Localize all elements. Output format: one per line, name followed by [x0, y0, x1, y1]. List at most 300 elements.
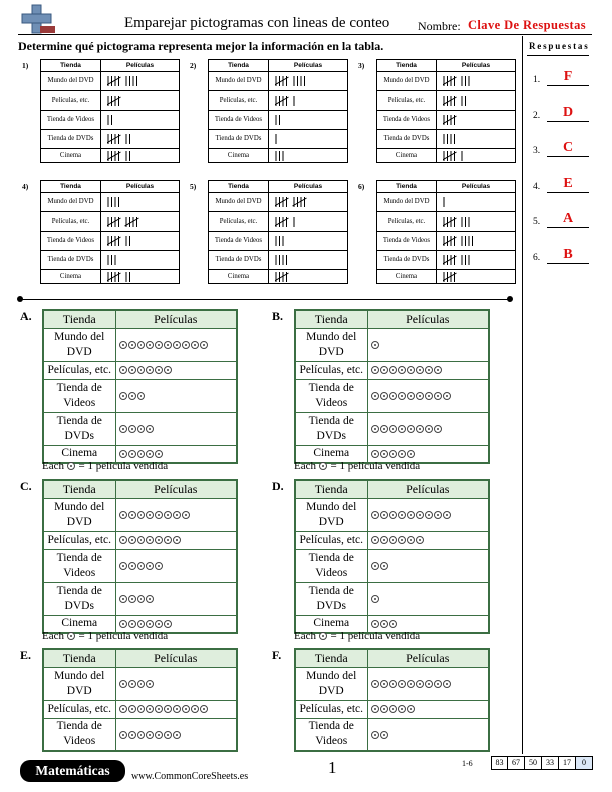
store-name: Cinema — [41, 270, 101, 284]
dvd-disc-icon — [416, 366, 424, 374]
table-row — [295, 531, 489, 549]
dvd-disc-icon — [119, 511, 127, 519]
name-label: Nombre: — [418, 19, 461, 33]
dvd-disc-icon — [128, 450, 136, 458]
tally-marks-icon — [275, 133, 283, 145]
table-row — [43, 379, 237, 412]
tally-cell — [437, 149, 516, 163]
dvd-disc-icon — [398, 705, 406, 713]
dvd-disc-icon — [146, 562, 154, 570]
table-row — [377, 72, 516, 91]
store-name: Tienda de Videos — [43, 549, 115, 582]
store-name: Tienda de DVDs — [295, 412, 367, 445]
answer-row — [533, 247, 593, 265]
store-name: Mundo del DVD — [43, 667, 115, 700]
store-name: Tienda de Videos — [41, 232, 101, 251]
icon-cell — [367, 549, 489, 582]
store-name: Tienda de DVDs — [41, 251, 101, 270]
dvd-disc-icon — [407, 450, 415, 458]
dvd-disc-icon — [137, 731, 145, 739]
dvd-disc-icon — [380, 511, 388, 519]
header-store: Tienda — [209, 60, 269, 72]
dvd-disc-icon — [380, 450, 388, 458]
header-store: Tienda — [41, 181, 101, 193]
dvd-disc-icon — [389, 450, 397, 458]
dvd-disc-icon — [319, 632, 327, 640]
icon-cell — [115, 328, 237, 361]
icon-cell — [115, 361, 237, 379]
tally-marks-icon — [275, 196, 319, 208]
tally-cell — [269, 270, 348, 284]
table-row — [41, 193, 180, 212]
answer-number: 1. — [533, 75, 541, 85]
store-name: Mundo del DVD — [209, 193, 269, 212]
store-name: Películas, etc. — [295, 700, 367, 718]
problem-number: 6) — [358, 182, 365, 191]
dvd-disc-icon — [173, 511, 181, 519]
dvd-disc-icon — [146, 450, 154, 458]
table-row — [43, 718, 237, 751]
dvd-disc-icon — [155, 705, 163, 713]
tally-cell — [437, 251, 516, 270]
tally-marks-icon — [107, 235, 139, 247]
dvd-disc-icon — [443, 392, 451, 400]
name-value: Clave De Respuestas — [468, 18, 587, 32]
legend-prefix: Each — [294, 460, 316, 472]
option-letter: E. — [20, 648, 32, 662]
table-row — [377, 232, 516, 251]
store-name: Películas, etc. — [377, 212, 437, 232]
icon-cell — [115, 379, 237, 412]
store-name: Tienda de Videos — [377, 232, 437, 251]
store-name: Mundo del DVD — [295, 328, 367, 361]
dvd-disc-icon — [389, 705, 397, 713]
table-row — [41, 232, 180, 251]
icon-cell — [115, 718, 237, 751]
tally-marks-icon — [275, 271, 299, 283]
icon-cell — [367, 328, 489, 361]
dvd-disc-icon — [380, 536, 388, 544]
pictograph-table — [42, 309, 238, 464]
option-letter: D. — [272, 479, 284, 493]
dvd-disc-icon — [146, 620, 154, 628]
legend-suffix: = 1 película vendida — [78, 630, 169, 642]
table-row — [209, 270, 348, 284]
store-name: Tienda de DVDs — [43, 582, 115, 615]
answer-number: 4. — [533, 182, 541, 192]
store-name: Cinema — [295, 445, 367, 463]
dvd-disc-icon — [371, 392, 379, 400]
tally-marks-icon — [107, 150, 139, 162]
tally-table — [208, 59, 348, 163]
legend-prefix: Each — [42, 630, 64, 642]
header-store: Tienda — [43, 649, 115, 667]
answer-number: 6. — [533, 253, 541, 263]
tally-marks-icon — [443, 114, 467, 126]
dvd-disc-icon — [380, 562, 388, 570]
table-row — [41, 72, 180, 91]
answer-row — [533, 211, 593, 229]
pictograph-table — [42, 479, 238, 634]
header-movies: Películas — [269, 181, 348, 193]
store-name: Mundo del DVD — [41, 72, 101, 91]
answer-title: Respuestas — [529, 41, 590, 51]
dvd-disc-icon — [128, 392, 136, 400]
header-store: Tienda — [295, 310, 367, 328]
score-box: 17 — [559, 756, 576, 770]
store-name: Tienda de Videos — [209, 111, 269, 130]
tally-marks-icon — [107, 254, 123, 266]
store-name: Películas, etc. — [209, 91, 269, 111]
store-name: Mundo del DVD — [377, 72, 437, 91]
dvd-disc-icon — [67, 632, 75, 640]
table-row — [43, 582, 237, 615]
answer-number: 5. — [533, 217, 541, 227]
tally-marks-icon — [275, 95, 303, 107]
store-name: Cinema — [295, 615, 367, 633]
tally-marks-icon — [443, 271, 467, 283]
answer-row — [533, 69, 593, 87]
dvd-disc-icon — [371, 425, 379, 433]
tally-marks-icon — [275, 254, 295, 266]
dvd-disc-icon — [191, 341, 199, 349]
table-row — [41, 270, 180, 284]
table-row — [295, 379, 489, 412]
store-name: Tienda de DVDs — [41, 130, 101, 149]
tally-marks-icon — [275, 114, 287, 126]
dvd-disc-icon — [128, 562, 136, 570]
store-name: Películas, etc. — [209, 212, 269, 232]
header-store: Tienda — [209, 181, 269, 193]
pictograph-table — [42, 648, 238, 752]
dvd-disc-icon — [182, 341, 190, 349]
dvd-disc-icon — [137, 425, 145, 433]
dvd-disc-icon — [443, 680, 451, 688]
table-row — [377, 111, 516, 130]
dvd-disc-icon — [425, 392, 433, 400]
store-name: Películas, etc. — [43, 361, 115, 379]
icon-cell — [367, 379, 489, 412]
dvd-disc-icon — [380, 392, 388, 400]
pictograph-table — [294, 479, 490, 634]
tally-cell — [437, 212, 516, 232]
store-name: Películas, etc. — [295, 361, 367, 379]
legend — [294, 630, 420, 642]
header-divider — [18, 34, 592, 35]
dvd-disc-icon — [416, 511, 424, 519]
dvd-disc-icon — [119, 595, 127, 603]
dvd-disc-icon — [200, 341, 208, 349]
dvd-disc-icon — [128, 680, 136, 688]
icon-cell — [115, 412, 237, 445]
dvd-disc-icon — [200, 705, 208, 713]
store-name: Cinema — [377, 149, 437, 163]
icon-cell — [367, 700, 489, 718]
dvd-disc-icon — [137, 562, 145, 570]
store-name: Mundo del DVD — [295, 498, 367, 531]
dvd-disc-icon — [371, 562, 379, 570]
store-name: Tienda de DVDs — [209, 130, 269, 149]
header-movies: Películas — [115, 310, 237, 328]
dvd-disc-icon — [434, 366, 442, 374]
option-letter: A. — [20, 309, 32, 323]
dvd-disc-icon — [398, 680, 406, 688]
dvd-disc-icon — [191, 705, 199, 713]
table-row — [43, 328, 237, 361]
dvd-disc-icon — [137, 392, 145, 400]
dvd-disc-icon — [407, 705, 415, 713]
dvd-disc-icon — [407, 511, 415, 519]
footer-site: www.CommonCoreSheets.es — [131, 771, 249, 782]
legend-suffix: = 1 película vendida — [78, 460, 169, 472]
tally-marks-icon — [107, 133, 139, 145]
dvd-disc-icon — [425, 425, 433, 433]
tally-cell — [269, 149, 348, 163]
dvd-disc-icon — [155, 536, 163, 544]
score-box: 67 — [508, 756, 525, 770]
store-name: Mundo del DVD — [209, 72, 269, 91]
answer-value: C — [547, 140, 589, 157]
table-row — [43, 667, 237, 700]
dvd-disc-icon — [371, 366, 379, 374]
dvd-disc-icon — [407, 392, 415, 400]
dvd-disc-icon — [380, 705, 388, 713]
tally-cell — [269, 232, 348, 251]
header-store: Tienda — [295, 480, 367, 498]
store-name: Cinema — [209, 270, 269, 284]
dvd-disc-icon — [389, 680, 397, 688]
dvd-disc-icon — [164, 366, 172, 374]
icon-cell — [367, 582, 489, 615]
dvd-disc-icon — [119, 536, 127, 544]
dvd-disc-icon — [173, 536, 181, 544]
dvd-disc-icon — [389, 536, 397, 544]
dvd-disc-icon — [119, 425, 127, 433]
tally-cell — [269, 111, 348, 130]
table-row — [41, 149, 180, 163]
dvd-disc-icon — [380, 680, 388, 688]
dvd-disc-icon — [155, 731, 163, 739]
dvd-disc-icon — [119, 392, 127, 400]
dvd-disc-icon — [425, 680, 433, 688]
store-name: Tienda de Videos — [295, 379, 367, 412]
tally-cell — [437, 91, 516, 111]
dvd-disc-icon — [137, 341, 145, 349]
answer-row — [533, 105, 593, 123]
problem-number: 2) — [190, 61, 197, 70]
tally-cell — [269, 91, 348, 111]
answer-value: F — [547, 69, 589, 86]
store-name: Películas, etc. — [43, 531, 115, 549]
dvd-disc-icon — [407, 366, 415, 374]
tally-table — [208, 180, 348, 284]
answer-value: B — [547, 247, 589, 264]
icon-cell — [367, 718, 489, 751]
store-name: Películas, etc. — [43, 700, 115, 718]
dvd-disc-icon — [182, 511, 190, 519]
store-name: Mundo del DVD — [295, 667, 367, 700]
table-row — [41, 130, 180, 149]
table-row — [43, 498, 237, 531]
pictograph-table — [294, 648, 490, 752]
score-box: 33 — [542, 756, 559, 770]
table-row — [209, 130, 348, 149]
score-box: 83 — [491, 756, 508, 770]
dvd-disc-icon — [416, 680, 424, 688]
table-row — [209, 212, 348, 232]
dvd-disc-icon — [119, 620, 127, 628]
table-row — [41, 91, 180, 111]
tally-cell — [269, 72, 348, 91]
table-row — [295, 361, 489, 379]
dvd-disc-icon — [434, 680, 442, 688]
header-movies: Películas — [367, 649, 489, 667]
legend-suffix: = 1 película vendida — [330, 630, 421, 642]
tally-cell — [101, 149, 180, 163]
dvd-disc-icon — [155, 620, 163, 628]
store-name: Tienda de DVDs — [377, 251, 437, 270]
store-name: Películas, etc. — [41, 91, 101, 111]
dvd-disc-icon — [137, 680, 145, 688]
dvd-disc-icon — [128, 731, 136, 739]
header-movies: Películas — [115, 480, 237, 498]
dvd-disc-icon — [371, 341, 379, 349]
store-name: Tienda de DVDs — [43, 412, 115, 445]
header-movies: Películas — [101, 181, 180, 193]
dvd-disc-icon — [119, 562, 127, 570]
dvd-disc-icon — [380, 425, 388, 433]
table-row — [41, 212, 180, 232]
header-store: Tienda — [43, 310, 115, 328]
store-name: Tienda de Videos — [377, 111, 437, 130]
dvd-disc-icon — [407, 536, 415, 544]
tally-cell — [437, 72, 516, 91]
dvd-disc-icon — [128, 341, 136, 349]
dvd-disc-icon — [128, 536, 136, 544]
tally-cell — [269, 130, 348, 149]
score-boxes — [491, 756, 593, 770]
table-row — [377, 91, 516, 111]
score-box: 50 — [525, 756, 542, 770]
tally-marks-icon — [443, 254, 479, 266]
table-row — [295, 718, 489, 751]
icon-cell — [115, 667, 237, 700]
dvd-disc-icon — [398, 536, 406, 544]
store-name: Tienda de Videos — [41, 111, 101, 130]
dvd-disc-icon — [416, 536, 424, 544]
table-row — [43, 412, 237, 445]
header-movies: Películas — [115, 649, 237, 667]
store-name: Cinema — [43, 445, 115, 463]
dvd-disc-icon — [389, 511, 397, 519]
dvd-disc-icon — [389, 366, 397, 374]
icon-cell — [115, 531, 237, 549]
legend — [42, 630, 168, 642]
header-movies: Películas — [269, 60, 348, 72]
table-row — [43, 361, 237, 379]
dvd-disc-icon — [164, 705, 172, 713]
tally-marks-icon — [443, 150, 471, 162]
dvd-disc-icon — [371, 511, 379, 519]
table-row — [377, 149, 516, 163]
tally-marks-icon — [443, 133, 463, 145]
dvd-disc-icon — [389, 620, 397, 628]
tally-marks-icon — [443, 216, 479, 228]
dvd-disc-icon — [155, 341, 163, 349]
dvd-disc-icon — [137, 536, 145, 544]
tally-marks-icon — [443, 235, 483, 247]
dvd-disc-icon — [164, 536, 172, 544]
table-row — [209, 72, 348, 91]
icon-cell — [115, 582, 237, 615]
dvd-disc-icon — [164, 341, 172, 349]
header-store: Tienda — [295, 649, 367, 667]
answer-panel — [522, 36, 592, 754]
answer-value: E — [547, 176, 589, 193]
table-row — [43, 700, 237, 718]
icon-cell — [367, 412, 489, 445]
header-store: Tienda — [377, 181, 437, 193]
store-name: Mundo del DVD — [43, 498, 115, 531]
icon-cell — [367, 498, 489, 531]
pictograph-table — [294, 309, 490, 464]
dvd-disc-icon — [319, 462, 327, 470]
dvd-disc-icon — [119, 341, 127, 349]
store-name: Mundo del DVD — [377, 193, 437, 212]
tally-marks-icon — [443, 196, 451, 208]
tally-marks-icon — [275, 75, 315, 87]
answer-value: D — [547, 105, 589, 122]
tally-cell — [101, 232, 180, 251]
icon-cell — [367, 531, 489, 549]
dvd-disc-icon — [128, 366, 136, 374]
table-row — [295, 328, 489, 361]
store-name: Tienda de DVDs — [209, 251, 269, 270]
tally-cell — [101, 193, 180, 212]
tally-cell — [101, 91, 180, 111]
dvd-disc-icon — [389, 425, 397, 433]
store-name: Cinema — [209, 149, 269, 163]
tally-table — [40, 59, 180, 163]
dvd-disc-icon — [119, 705, 127, 713]
tally-cell — [437, 111, 516, 130]
dvd-disc-icon — [137, 705, 145, 713]
legend — [294, 460, 420, 472]
dvd-disc-icon — [398, 450, 406, 458]
store-name: Mundo del DVD — [43, 328, 115, 361]
dvd-disc-icon — [434, 511, 442, 519]
dvd-disc-icon — [137, 450, 145, 458]
dvd-disc-icon — [371, 705, 379, 713]
score-range: 1-6 — [462, 759, 473, 768]
header-movies: Películas — [101, 60, 180, 72]
dvd-disc-icon — [389, 392, 397, 400]
tally-table — [376, 180, 516, 284]
dvd-disc-icon — [173, 731, 181, 739]
table-row — [377, 251, 516, 270]
dvd-disc-icon — [128, 511, 136, 519]
tally-marks-icon — [275, 216, 303, 228]
table-row — [377, 193, 516, 212]
dvd-disc-icon — [371, 536, 379, 544]
tally-cell — [269, 193, 348, 212]
tally-marks-icon — [107, 216, 151, 228]
legend-prefix: Each — [294, 630, 316, 642]
tally-cell — [101, 111, 180, 130]
tally-marks-icon — [443, 95, 475, 107]
dvd-disc-icon — [371, 731, 379, 739]
header-store: Tienda — [43, 480, 115, 498]
